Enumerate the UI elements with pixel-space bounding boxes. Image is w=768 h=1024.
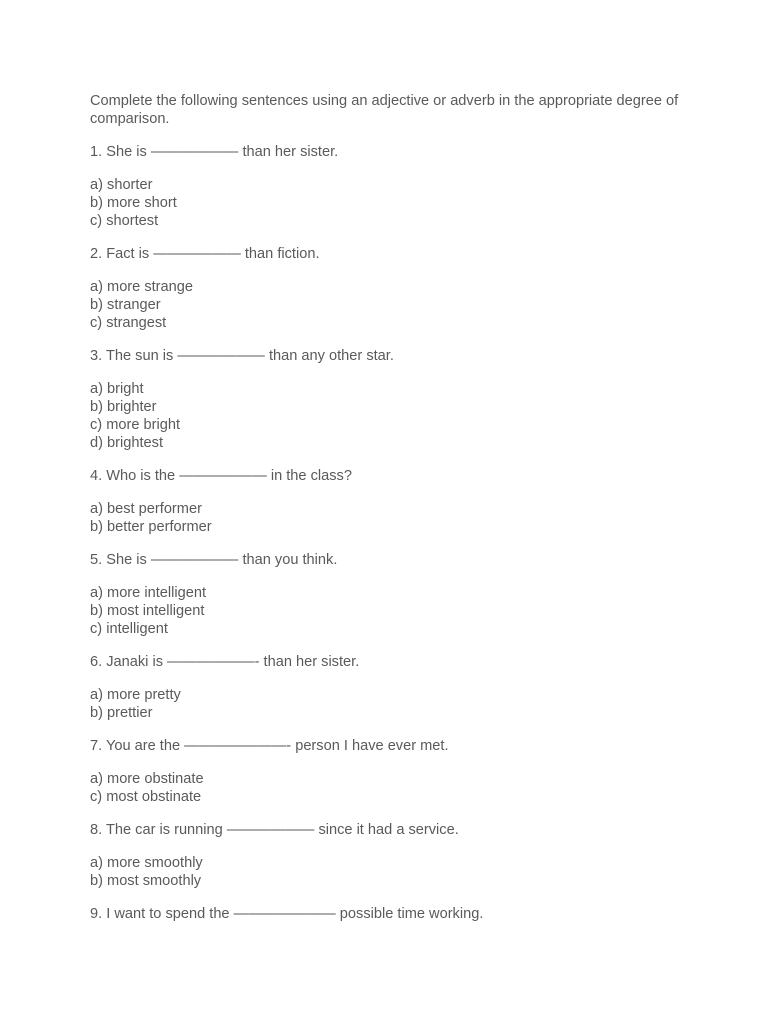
question-text: 1. She is —————— than her sister. <box>90 144 339 160</box>
option: b) prettier <box>90 705 153 721</box>
option-list <box>90 686 690 722</box>
question-text: 6. Janaki is ——————- than her sister. <box>90 654 360 670</box>
question-6 <box>90 653 690 722</box>
option: c) intelligent <box>90 621 168 637</box>
option: a) more strange <box>90 279 194 295</box>
question-text: 5. She is —————— than you think. <box>90 552 338 568</box>
option: c) more bright <box>90 417 181 433</box>
question-8 <box>90 821 690 890</box>
option-list <box>90 278 690 332</box>
question-text: 7. You are the ———————- person I have ever met. <box>90 738 449 754</box>
option: b) most smoothly <box>90 873 202 889</box>
option: b) brighter <box>90 399 157 415</box>
option: c) most obstinate <box>90 789 202 805</box>
option: a) bright <box>90 381 144 397</box>
option: a) more smoothly <box>90 855 203 871</box>
question-9 <box>90 905 690 923</box>
option-list <box>90 176 690 230</box>
question-4 <box>90 467 690 536</box>
option: b) most intelligent <box>90 603 205 619</box>
question-7 <box>90 737 690 806</box>
option: c) strangest <box>90 315 167 331</box>
option-list <box>90 584 690 638</box>
option: a) more obstinate <box>90 771 204 787</box>
question-1 <box>90 143 690 230</box>
option-list <box>90 854 690 890</box>
question-text: 3. The sun is —————— than any other star. <box>90 348 394 364</box>
instructions: Complete the following sentences using an adjective or adverb in the appropriate degree of comparison. <box>90 93 679 127</box>
question-text: 9. I want to spend the ——————— possible time working. <box>90 906 484 922</box>
option-list <box>90 500 690 536</box>
option-list <box>90 770 690 806</box>
option: b) more short <box>90 195 177 211</box>
option: b) better performer <box>90 519 212 535</box>
option: a) more intelligent <box>90 585 206 601</box>
option-list <box>90 380 690 452</box>
question-text: 2. Fact is —————— than fiction. <box>90 246 320 262</box>
option: a) best performer <box>90 501 202 517</box>
option: d) brightest <box>90 435 164 451</box>
option: c) shortest <box>90 213 159 229</box>
question-3 <box>90 347 690 452</box>
option: b) stranger <box>90 297 161 313</box>
question-2 <box>90 245 690 332</box>
option: a) more pretty <box>90 687 181 703</box>
question-5 <box>90 551 690 638</box>
question-text: 4. Who is the —————— in the class? <box>90 468 352 484</box>
option: a) shorter <box>90 177 153 193</box>
question-text: 8. The car is running —————— since it had a service. <box>90 822 459 838</box>
worksheet-page <box>90 92 690 923</box>
